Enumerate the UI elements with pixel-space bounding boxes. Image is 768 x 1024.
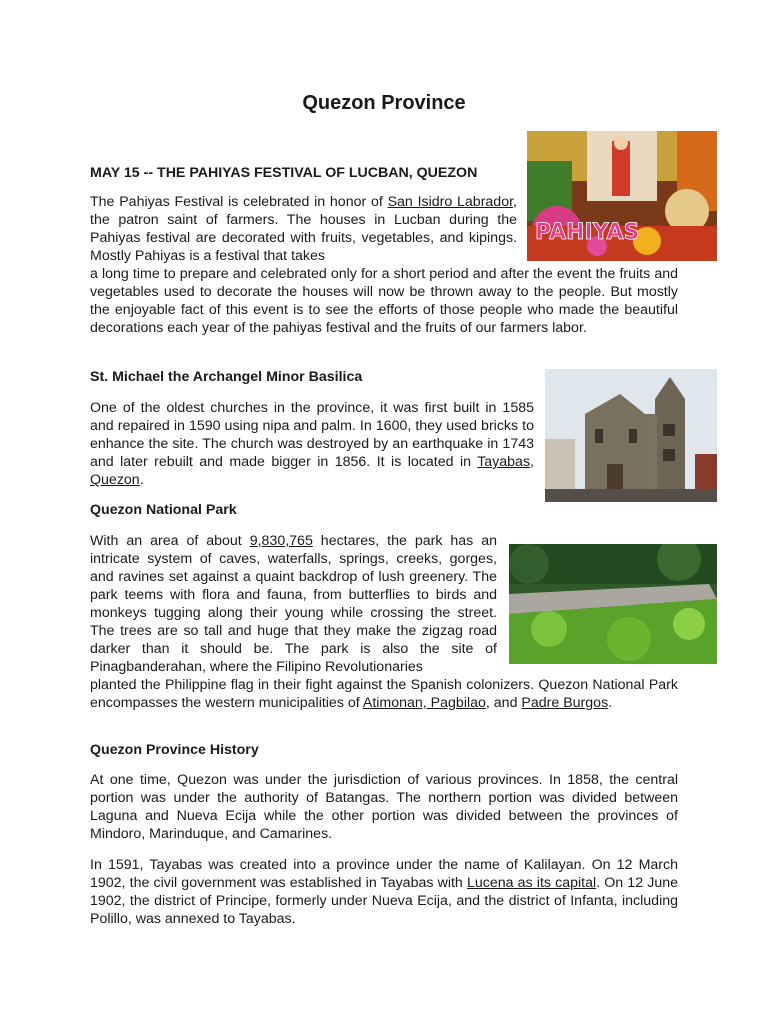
basilica-paragraph: One of the oldest churches in the province, it was first built in 1585 and repaired in 1590 using nipa and palm. In 1600, they used bricks to enhance the site. The church was destroyed by an earthquake in 1743 and later rebuilt and made bigger in 1856. It is located in Tayabas, Quezon. — [90, 400, 534, 488]
history-paragraph-2: In 1591, Tayabas was created into a province under the name of Kalilayan. On 12 March 1902, the civil government was established in Tayabas with Lucena as its capital. On 12 June 1902, the district of Principe, formerly under Nueva Ecija, and the district of Infanta, including Polillo, was annexed to Tayabas. — [90, 857, 678, 927]
area-link[interactable]: 9,830,765 — [249, 533, 313, 549]
history-heading: Quezon Province History — [90, 742, 259, 758]
padre-burgos-link[interactable]: Padre Burgos — [521, 695, 609, 711]
pahiyas-paragraph-bottom: a long time to prepare and celebrated only for a short period and after the event the fruits and vegetables used to decorate the houses will now be thrown away to the people. But mostly the enjoyable fact of this event is to see the efforts of those people who made the beautiful decorations each year of the pahiyas festival and the fruits of our farmers labor. — [90, 266, 678, 336]
pahiyas-festival-image — [527, 131, 717, 261]
atimonan-pagbilao-link[interactable]: Atimonan, Pagbilao — [362, 695, 486, 711]
national-park-image — [509, 544, 717, 664]
pahiyas-heading: MAY 15 -- THE PAHIYAS FESTIVAL OF LUCBAN, QUEZON — [90, 165, 478, 181]
tayabas-quezon-link[interactable]: Tayabas, Quezon — [90, 454, 534, 488]
pahiyas-image-text: PAHIYAS — [535, 220, 640, 245]
history-paragraph-1: At one time, Quezon was under the jurisdiction of various provinces. In 1858, the central portion was under the authority of Batangas. The northern portion was divided between Laguna and Nueva Ecija while the other portion was divided between the provinces of Mindoro, Marinduque, and Camarines. — [90, 772, 678, 842]
basilica-heading: St. Michael the Archangel Minor Basilica — [90, 369, 363, 385]
national-park-paragraph-bottom: planted the Philippine flag in their fight against the Spanish colonizers. Quezon National Park encompasses the western municipalities of Atimonan, Pagbilao, and Padre Burgos. — [90, 677, 678, 711]
pahiyas-paragraph-top: The Pahiyas Festival is celebrated in honor of San Isidro Labrador, the patron saint of farmers. The houses in Lucban during the Pahiyas festival are decorated with fruits, vegetables, and kipings. Mostly Pahiyas is a festival that takes — [90, 194, 517, 264]
san-isidro-link[interactable]: San Isidro Labrador — [387, 194, 514, 210]
basilica-image — [545, 369, 717, 502]
page-title: Quezon Province — [302, 92, 466, 114]
national-park-paragraph-top: With an area of about 9,830,765 hectares, the park has an intricate system of caves, waterfalls, springs, creeks, gorges, and ravines set against a quaint backdrop of lush greenery. The park teems with flora and fauna, from butterflies to birds and monkeys tugging along their young while crossing the street. The trees are so tall and huge that they make the zigzag road darker than it should be. The park is also the site of Pinagbanderahan, where the Filipino Revolutionaries — [90, 533, 497, 675]
national-park-heading: Quezon National Park — [90, 502, 237, 518]
lucena-capital-link[interactable]: Lucena as its capital — [466, 875, 597, 891]
